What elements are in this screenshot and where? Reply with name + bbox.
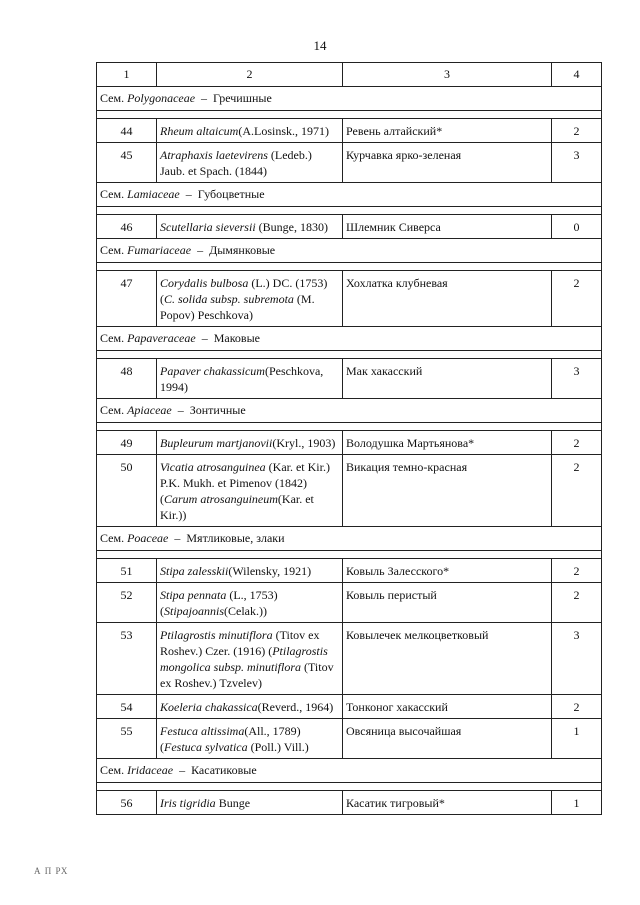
russian-name: Курчавка ярко-зеленая xyxy=(343,143,552,183)
species-number: 45 xyxy=(97,143,157,183)
author-citation: Bunge xyxy=(215,796,251,810)
family-row xyxy=(97,239,602,263)
family-heading xyxy=(97,327,602,351)
family-heading xyxy=(97,527,602,551)
latin-name-italic: Stipa pennata xyxy=(160,588,227,602)
species-number: 54 xyxy=(97,695,157,719)
family-row xyxy=(97,759,602,783)
family-prefix: Сем. xyxy=(100,187,125,201)
latin-name-italic: Rheum altaicum xyxy=(160,124,239,138)
species-number: 44 xyxy=(97,119,157,143)
scientific-name xyxy=(157,271,343,327)
scientific-name xyxy=(157,455,343,527)
russian-name: Мак хакасский xyxy=(343,359,552,399)
family-latin-name: Apiaceae xyxy=(127,403,172,417)
family-russian-name: Мятликовые, злаки xyxy=(186,531,285,545)
status-category: 2 xyxy=(552,559,602,583)
family-prefix: Сем. xyxy=(100,763,125,777)
spacer-row xyxy=(97,351,602,359)
scientific-name xyxy=(157,791,343,815)
species-table xyxy=(96,62,602,815)
latin-name-italic: Atraphaxis laetevirens xyxy=(160,148,268,162)
russian-name: Ковылечек мелкоцветковый xyxy=(343,623,552,695)
species-row xyxy=(97,271,602,327)
species-row xyxy=(97,559,602,583)
species-number: 46 xyxy=(97,215,157,239)
latin-name-italic: Ptilagrostis minutiflora xyxy=(160,628,273,642)
status-category: 2 xyxy=(552,119,602,143)
species-row xyxy=(97,431,602,455)
family-dash: – xyxy=(174,531,181,545)
status-category: 2 xyxy=(552,271,602,327)
spacer-row xyxy=(97,111,602,119)
author-citation: (A.Losinsk., 1971) xyxy=(238,124,329,138)
species-number: 48 xyxy=(97,359,157,399)
author-citation: (Wilensky, 1921) xyxy=(228,564,312,578)
family-row xyxy=(97,87,602,111)
status-category: 3 xyxy=(552,359,602,399)
scientific-name xyxy=(157,559,343,583)
author-citation: (Peschkova, 1994) xyxy=(160,364,324,394)
family-prefix: Сем. xyxy=(100,243,125,257)
scientific-name xyxy=(157,215,343,239)
status-category: 1 xyxy=(552,719,602,759)
family-latin-name: Fumariaceae xyxy=(127,243,192,257)
species-row xyxy=(97,719,602,759)
species-row xyxy=(97,695,602,719)
species-number: 53 xyxy=(97,623,157,695)
species-row xyxy=(97,143,602,183)
column-number-4: 4 xyxy=(552,63,602,87)
latin-name-italic: Stipajoannis xyxy=(164,604,225,618)
russian-name: Викация темно-красная xyxy=(343,455,552,527)
latin-name-italic: Stipa zalesskii xyxy=(160,564,229,578)
family-russian-name: Дымянковые xyxy=(209,243,276,257)
spacer-row xyxy=(97,551,602,559)
species-number: 47 xyxy=(97,271,157,327)
status-category: 1 xyxy=(552,791,602,815)
russian-name: Касатик тигровый* xyxy=(343,791,552,815)
scientific-name xyxy=(157,719,343,759)
species-number: 49 xyxy=(97,431,157,455)
russian-name: Ревень алтайский* xyxy=(343,119,552,143)
family-dash: – xyxy=(179,763,186,777)
spacer-row xyxy=(97,207,602,215)
family-russian-name: Зонтичные xyxy=(189,403,246,417)
russian-name: Ковыль перистый xyxy=(343,583,552,623)
family-heading xyxy=(97,759,602,783)
family-heading xyxy=(97,183,602,207)
species-row xyxy=(97,119,602,143)
status-category: 3 xyxy=(552,623,602,695)
column-number-2: 2 xyxy=(157,63,343,87)
spacer-row xyxy=(97,423,602,431)
latin-name-italic: Ptilagrostis mongolica subsp. minutiflora xyxy=(160,644,328,674)
species-row xyxy=(97,455,602,527)
species-row xyxy=(97,791,602,815)
species-row xyxy=(97,359,602,399)
latin-name-italic: Papaver chakassicum xyxy=(160,364,265,378)
author-citation: (Poll.) Vill.) xyxy=(247,740,309,754)
latin-name-italic: Festuca sylvatica xyxy=(164,740,248,754)
family-latin-name: Poaceae xyxy=(127,531,169,545)
species-number: 52 xyxy=(97,583,157,623)
family-russian-name: Касатиковые xyxy=(191,763,257,777)
species-row xyxy=(97,583,602,623)
family-row xyxy=(97,327,602,351)
family-latin-name: Papaveraceae xyxy=(127,331,196,345)
author-citation: (M. Popov) Peschkova) xyxy=(160,292,315,322)
family-prefix: Сем. xyxy=(100,91,125,105)
spacer-cell xyxy=(97,783,602,791)
spacer-row xyxy=(97,783,602,791)
species-row xyxy=(97,215,602,239)
family-heading xyxy=(97,239,602,263)
column-number-1: 1 xyxy=(97,63,157,87)
author-citation: (Reverd., 1964) xyxy=(257,700,334,714)
author-citation: (Kryl., 1903) xyxy=(272,436,336,450)
spacer-cell xyxy=(97,111,602,119)
latin-name-italic: Scutellaria sieversii xyxy=(160,220,256,234)
species-row xyxy=(97,623,602,695)
status-category: 2 xyxy=(552,455,602,527)
latin-name-italic: Iris tigridia xyxy=(160,796,216,810)
status-category: 2 xyxy=(552,583,602,623)
species-table-body xyxy=(97,63,602,815)
author-citation: (Bunge, 1830) xyxy=(255,220,328,234)
latin-name-italic: Corydalis bulbosa xyxy=(160,276,249,290)
family-dash: – xyxy=(201,91,208,105)
spacer-cell xyxy=(97,423,602,431)
scan-mark: А П РХ xyxy=(34,866,69,876)
status-category: 3 xyxy=(552,143,602,183)
author-citation: (L.) DC. (1753) ( xyxy=(160,276,328,306)
species-number: 56 xyxy=(97,791,157,815)
russian-name: Тонконог хакасский xyxy=(343,695,552,719)
author-citation: (Titov ex Roshev.) Tzvelev) xyxy=(160,660,334,690)
spacer-row xyxy=(97,263,602,271)
family-russian-name: Губоцветные xyxy=(197,187,265,201)
spacer-cell xyxy=(97,551,602,559)
column-number-3: 3 xyxy=(343,63,552,87)
spacer-cell xyxy=(97,207,602,215)
russian-name: Володушка Мартьянова* xyxy=(343,431,552,455)
column-number-row xyxy=(97,63,602,87)
scientific-name xyxy=(157,583,343,623)
author-citation: (Kar. et Kir.)) xyxy=(160,492,314,522)
scientific-name xyxy=(157,431,343,455)
species-number: 55 xyxy=(97,719,157,759)
russian-name: Ковыль Залесского* xyxy=(343,559,552,583)
latin-name-italic: Koeleria chakassica xyxy=(160,700,258,714)
author-citation: (All., 1789) ( xyxy=(160,724,301,754)
family-dash: – xyxy=(185,187,192,201)
status-category: 0 xyxy=(552,215,602,239)
scientific-name xyxy=(157,119,343,143)
family-row xyxy=(97,399,602,423)
russian-name: Шлемник Сиверса xyxy=(343,215,552,239)
latin-name-italic: Carum atrosanguineum xyxy=(164,492,278,506)
family-heading xyxy=(97,399,602,423)
latin-name-italic: Vicatia atrosanguinea xyxy=(160,460,266,474)
russian-name: Хохлатка клубневая xyxy=(343,271,552,327)
family-dash: – xyxy=(177,403,184,417)
author-citation: (L., 1753) ( xyxy=(160,588,278,618)
family-dash: – xyxy=(201,331,208,345)
latin-name-italic: Festuca altissima xyxy=(160,724,245,738)
family-row xyxy=(97,527,602,551)
family-prefix: Сем. xyxy=(100,531,125,545)
author-citation: (Titov ex Roshev.) Czer. (1916) ( xyxy=(160,628,320,658)
species-number: 50 xyxy=(97,455,157,527)
family-latin-name: Polygonaceae xyxy=(127,91,196,105)
status-category: 2 xyxy=(552,695,602,719)
scientific-name xyxy=(157,359,343,399)
species-number: 51 xyxy=(97,559,157,583)
page-number: 14 xyxy=(313,38,327,53)
family-russian-name: Маковые xyxy=(213,331,260,345)
spacer-cell xyxy=(97,263,602,271)
family-prefix: Сем. xyxy=(100,331,125,345)
latin-name-italic: Bupleurum martjanovii xyxy=(160,436,273,450)
family-row xyxy=(97,183,602,207)
family-prefix: Сем. xyxy=(100,403,125,417)
author-citation: (Ledeb.) Jaub. et Spach. (1844) xyxy=(160,148,312,178)
latin-name-italic: C. solida subsp. subremota xyxy=(164,292,294,306)
author-citation: (Kar. et Kir.) P.K. Mukh. et Pimenov (1842) ( xyxy=(160,460,330,506)
family-heading xyxy=(97,87,602,111)
scientific-name xyxy=(157,143,343,183)
status-category: 2 xyxy=(552,431,602,455)
scientific-name xyxy=(157,623,343,695)
scientific-name xyxy=(157,695,343,719)
family-latin-name: Lamiaceae xyxy=(127,187,180,201)
russian-name: Овсяница высочайшая xyxy=(343,719,552,759)
family-dash: – xyxy=(197,243,204,257)
family-russian-name: Гречишные xyxy=(213,91,272,105)
family-latin-name: Iridaceae xyxy=(127,763,174,777)
spacer-cell xyxy=(97,351,602,359)
author-citation: (Celak.)) xyxy=(224,604,267,618)
